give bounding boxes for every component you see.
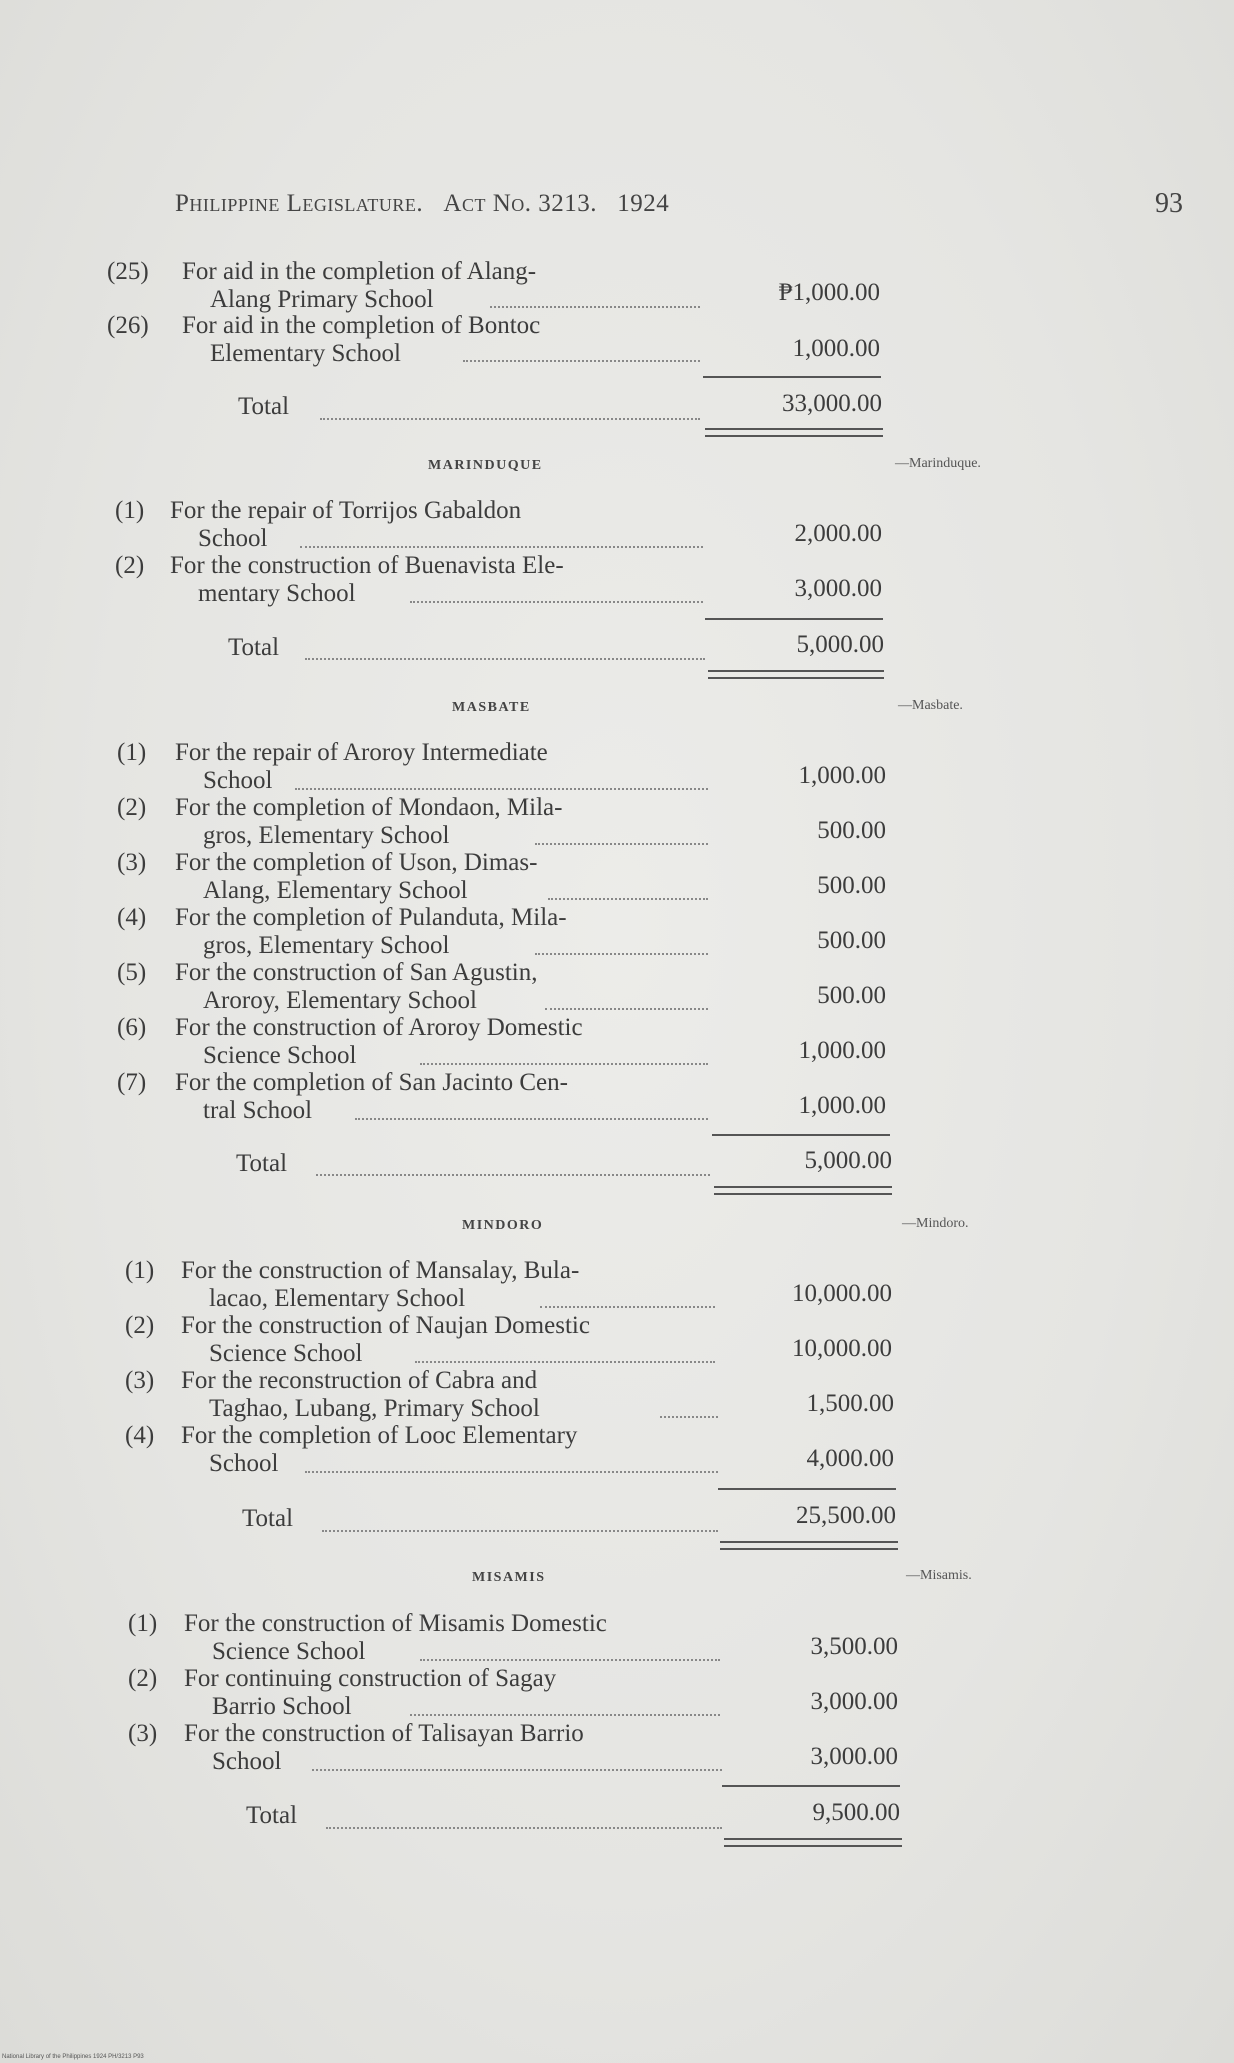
item-text-line1: For the completion of Looc Elementary — [181, 1422, 578, 1449]
item-number: (2) — [125, 1312, 155, 1339]
item-text-line2: mentary School — [198, 580, 356, 607]
legislature-title: Philippine Legislature. — [175, 190, 424, 217]
item-number: (26) — [107, 312, 149, 339]
item-number: (1) — [128, 1610, 158, 1637]
total-label: Total — [228, 634, 280, 661]
item-number: (3) — [128, 1720, 158, 1747]
item-number: (7) — [117, 1069, 147, 1096]
dot-leader — [316, 1174, 710, 1176]
act-year: 1924 — [617, 190, 670, 217]
dot-leader — [535, 843, 708, 845]
dot-leader — [545, 1008, 708, 1010]
dot-leader — [410, 601, 703, 603]
item-text-line1: For the reconstruction of Cabra and — [181, 1367, 538, 1394]
item-text-line2: lacao, Elementary School — [209, 1285, 466, 1312]
total-amount: 25,500.00 — [796, 1502, 896, 1529]
item-amount: 1,000.00 — [798, 762, 886, 789]
item-text-line2: Science School — [203, 1042, 357, 1069]
margin-note: —Misamis. — [906, 1568, 972, 1583]
item-text-line2: Aroroy, Elementary School — [203, 987, 477, 1014]
item-text-line2: Science School — [212, 1638, 366, 1665]
dot-leader — [548, 898, 708, 900]
page-number: 93 — [1155, 188, 1183, 219]
item-text-line2: Barrio School — [212, 1693, 352, 1720]
item-number: (3) — [125, 1367, 155, 1394]
item-text-line1: For the construction of Talisayan Barrio — [184, 1720, 584, 1747]
scan-credit: National Library of the Philippines 1924 PH/3213 P93 — [2, 2054, 144, 2060]
dot-leader — [305, 658, 705, 660]
item-number: (5) — [117, 959, 147, 986]
item-text-line1: For the repair of Aroroy Intermediate — [175, 739, 548, 766]
dot-leader — [415, 1361, 715, 1363]
item-amount: 500.00 — [817, 982, 886, 1009]
dot-leader — [320, 418, 700, 420]
total-amount: 5,000.00 — [796, 631, 884, 658]
item-text-line1: For the completion of Uson, Dimas- — [175, 849, 538, 876]
total-double-rule — [708, 670, 884, 679]
item-text-line1: For the completion of Pulanduta, Mila- — [175, 904, 567, 931]
item-text-line2: Science School — [209, 1340, 363, 1367]
item-amount: 500.00 — [817, 817, 886, 844]
item-amount: 1,000.00 — [798, 1092, 886, 1119]
item-number: (1) — [115, 497, 145, 524]
section-heading: MASBATE — [452, 700, 531, 715]
item-text-line1: For aid in the completion of Bontoc — [182, 312, 541, 339]
item-text-line1: For the construction of San Agustin, — [175, 959, 538, 986]
item-number: (2) — [117, 794, 147, 821]
item-amount: 3,000.00 — [810, 1688, 898, 1715]
item-amount: 1,500.00 — [806, 1390, 894, 1417]
total-amount: 5,000.00 — [804, 1147, 892, 1174]
sum-rule — [718, 1488, 896, 1490]
act-number: Act No. 3213. — [443, 190, 598, 217]
dot-leader — [660, 1416, 718, 1418]
item-text-line1: For the construction of Naujan Domestic — [181, 1312, 590, 1339]
item-text-line1: For continuing construction of Sagay — [184, 1665, 557, 1692]
item-text-line2: Taghao, Lubang, Primary School — [209, 1395, 540, 1422]
item-text-line2: School — [212, 1748, 282, 1775]
dot-leader — [490, 306, 700, 308]
margin-note: —Mindoro. — [902, 1216, 969, 1231]
item-text-line2: Alang, Elementary School — [203, 877, 468, 904]
item-number: (2) — [128, 1665, 158, 1692]
item-text-line2: Alang Primary School — [210, 286, 434, 313]
item-amount: 1,000.00 — [798, 1037, 886, 1064]
sum-rule — [722, 1785, 900, 1787]
dot-leader — [326, 1827, 722, 1829]
item-amount: 3,000.00 — [810, 1743, 898, 1770]
item-text-line1: For the completion of San Jacinto Cen- — [175, 1069, 568, 1096]
total-amount: 33,000.00 — [782, 390, 882, 417]
dot-leader — [305, 1471, 718, 1473]
item-text-line2: School — [209, 1450, 279, 1477]
total-double-rule — [714, 1186, 892, 1195]
total-amount: 9,500.00 — [812, 1799, 900, 1826]
item-text-line2: tral School — [203, 1097, 313, 1124]
dot-leader — [420, 1063, 708, 1065]
item-text-line1: For the construction of Aroroy Domestic — [175, 1014, 583, 1041]
dot-leader — [420, 1659, 720, 1661]
item-text-line1: For the construction of Mansalay, Bula- — [181, 1257, 580, 1284]
item-amount: 3,500.00 — [810, 1633, 898, 1660]
item-text-line1: For the repair of Torrijos Gabaldon — [170, 497, 522, 524]
item-number: (1) — [117, 739, 147, 766]
item-text-line2: gros, Elementary School — [203, 932, 450, 959]
item-number: (1) — [125, 1257, 155, 1284]
dot-leader — [355, 1118, 708, 1120]
margin-note: —Masbate. — [898, 698, 963, 713]
item-number: (2) — [115, 552, 145, 579]
dot-leader — [463, 360, 700, 362]
sum-rule — [712, 1134, 890, 1136]
item-amount: 3,000.00 — [794, 575, 882, 602]
item-number: (4) — [117, 904, 147, 931]
total-double-rule — [720, 1541, 898, 1550]
dot-leader — [300, 546, 703, 548]
item-amount: 2,000.00 — [794, 520, 882, 547]
section-heading: MARINDUQUE — [428, 458, 543, 473]
total-label: Total — [238, 393, 290, 420]
item-text-line2: gros, Elementary School — [203, 822, 450, 849]
dot-leader — [322, 1530, 718, 1532]
item-text-line2: School — [198, 525, 268, 552]
item-amount: 500.00 — [817, 927, 886, 954]
running-head — [175, 190, 669, 218]
item-text-line2: School — [203, 767, 273, 794]
section-heading: MINDORO — [462, 1218, 544, 1233]
item-text-line2: Elementary School — [210, 340, 401, 367]
item-amount: 4,000.00 — [806, 1445, 894, 1472]
item-amount: ₱1,000.00 — [778, 279, 880, 306]
item-text-line1: For the construction of Misamis Domestic — [184, 1610, 607, 1637]
sum-rule — [703, 376, 881, 378]
item-amount: 10,000.00 — [792, 1335, 892, 1362]
dot-leader — [295, 788, 708, 790]
item-text-line1: For the completion of Mondaon, Mila- — [175, 794, 563, 821]
total-label: Total — [236, 1150, 288, 1177]
item-number: (3) — [117, 849, 147, 876]
item-number: (25) — [107, 258, 149, 285]
item-number: (6) — [117, 1014, 147, 1041]
sum-rule — [705, 618, 883, 620]
item-number: (4) — [125, 1422, 155, 1449]
total-label: Total — [246, 1802, 298, 1829]
total-double-rule — [724, 1838, 902, 1847]
item-amount: 1,000.00 — [792, 335, 880, 362]
item-text-line1: For the construction of Buenavista Ele- — [170, 552, 564, 579]
total-label: Total — [242, 1505, 294, 1532]
item-text-line1: For aid in the completion of Alang- — [182, 258, 537, 285]
margin-note: —Marinduque. — [895, 456, 981, 471]
dot-leader — [535, 953, 708, 955]
dot-leader — [540, 1306, 715, 1308]
dot-leader — [312, 1769, 722, 1771]
section-heading: MISAMIS — [472, 1570, 546, 1585]
total-double-rule — [705, 428, 883, 437]
item-amount: 500.00 — [817, 872, 886, 899]
dot-leader — [410, 1714, 720, 1716]
item-amount: 10,000.00 — [792, 1280, 892, 1307]
